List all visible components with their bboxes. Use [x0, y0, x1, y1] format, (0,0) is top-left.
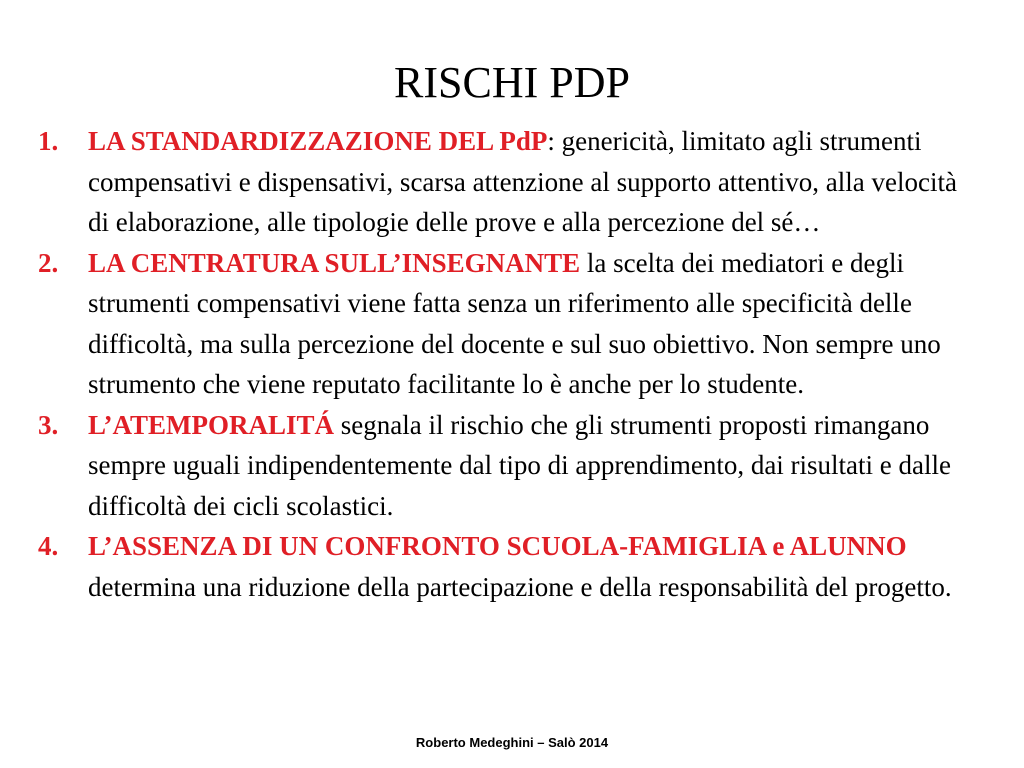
risk-description: determina una riduzione della partecipazione e della responsabilità del progetto. — [88, 571, 952, 602]
risk-number: 4. — [38, 531, 59, 561]
risk-item — [38, 121, 978, 243]
risk-number: 2. — [38, 247, 59, 278]
risk-number: 1. — [38, 126, 59, 156]
risk-description: : genericità, limitato agli strumenti compensativi e dispensativi, scarsa attenzione al supporto attentivo, alla velocità di elaborazione, alle tipologie delle prove e alla percezione del sé… — [88, 126, 957, 237]
risk-heading: LA STANDARDIZZAZIONE DEL PdP — [88, 126, 548, 156]
risk-number: 3. — [38, 409, 59, 440]
risk-description: segnala il rischio che gli strumenti proposti rimangano sempre uguali indipendentemente dal tipo di apprendimento, dai risultati e dalle difficoltà dei cicli scolastici. — [88, 409, 951, 521]
risk-heading: L’ATEMPORALITÁ — [88, 409, 335, 440]
risk-item — [38, 243, 978, 405]
risk-item — [38, 526, 978, 607]
risk-list — [38, 121, 978, 607]
slide-footer: Roberto Medeghini – Salò 2014 — [415, 735, 609, 750]
risk-description: la scelta dei mediatori e degli strumenti compensativi viene fatta senza un riferimento alle specificità delle difficoltà, ma sulla percezione del docente e sul suo obiettivo. Non sempre uno strumento che viene reputato facilitante lo è anche per lo studente. — [88, 247, 941, 399]
risk-item — [38, 405, 978, 527]
risk-heading: LA CENTRATURA SULL’INSEGNANTE — [88, 247, 581, 278]
risk-heading: L’ASSENZA DI UN CONFRONTO SCUOLA-FAMIGLIA e ALUNNO — [88, 531, 907, 561]
slide-title: RISCHI PDP — [394, 58, 630, 108]
